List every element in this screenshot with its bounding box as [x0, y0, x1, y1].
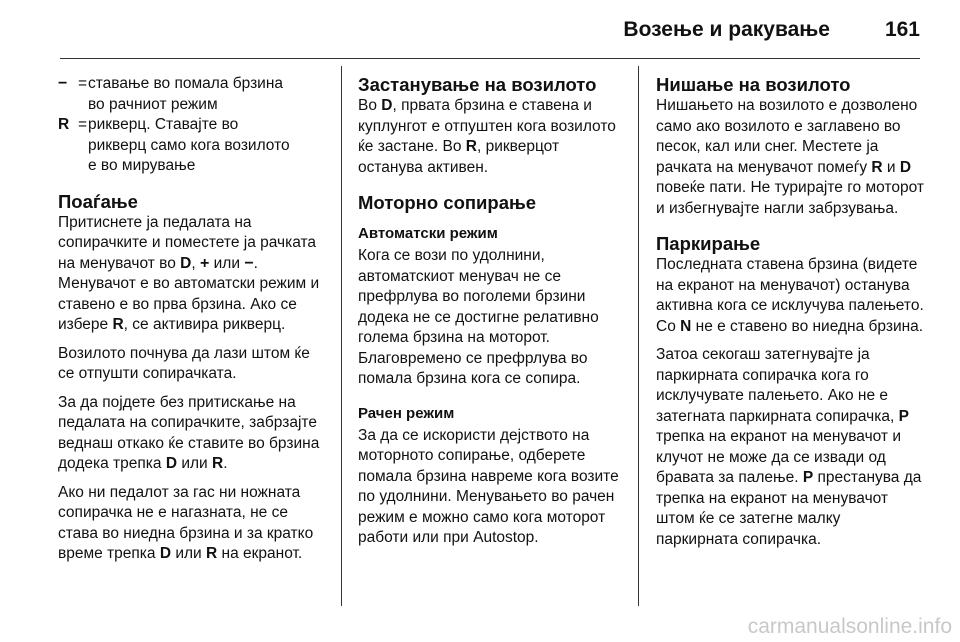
paragraph: Возилото почнува да лази штом ќе се отпушти сопирачката.	[58, 344, 310, 382]
paragraph: Нишањето на возилото е дозволено само ако возилото е заглавено во песок, кал или снег. Местете ја рачката на менувачот помеѓу R и D повеќе пати. Не турирајте го моторот и избегнувајте нагли забрзувања.	[656, 97, 924, 217]
definition-text	[88, 74, 326, 115]
section-heading-engine-braking: Моторно сопирање	[358, 192, 537, 213]
reverse-symbol: R	[58, 116, 70, 133]
definition-line: рикверц. Ставајте во	[88, 116, 239, 133]
paragraph: Затоа секогаш затегнувајте ја паркирната сопирачка кога го исклучувате палењето. Ако не е затегната паркирната сопирачка, P трепка на екранот на менувачот и клучот не може да се извади од бравата за палење. P престанува да трепка на екранот на менувачот штом ќе се затегне малку паркирната сопирачка.	[656, 346, 922, 548]
plus-icon: +	[200, 254, 210, 272]
section-heading-parking: Паркирање	[656, 233, 761, 254]
column-1	[58, 74, 326, 573]
definition-line: во рачниот режим	[88, 95, 218, 113]
page-number: 161	[884, 18, 920, 41]
definition-text	[88, 115, 326, 177]
paragraph: За да се искористи дејството на моторното сопирање, одберете помала брзина навреме кога возите по удолнини. Менувањето во рачен режим е можно само кога моторот работи или при Autostop.	[358, 426, 619, 546]
column-2	[358, 74, 628, 557]
section-heading-poagjanje: Поаѓање	[58, 190, 138, 212]
minus-icon: −	[58, 75, 68, 92]
equals-sign: =	[78, 116, 88, 133]
paragraph: Кога се вози по удолнини, автоматскиот менувач не се префрлува во поголеми брзини додека не се достигне релативно голема брзина на моторот. Благовремено се префрлува во помала брзина кога се сопира.	[358, 247, 599, 387]
paragraph: Притиснете ја педалата на сопирачките и поместете ја рачката на менувачот во D, + или −. Менувачот е во автоматски режим и ставено е во прва брзина. Ако се избере R, се активира рикверц.	[58, 213, 320, 333]
column-3	[656, 74, 926, 558]
paragraph: За да појдете без притискање на педалата на сопирачките, забрзајте веднаш откако ќе ставите во брзина додека трепка D или R.	[58, 393, 320, 472]
column-divider-2	[638, 66, 639, 606]
equals-sign: =	[78, 75, 88, 92]
column-divider-1	[341, 66, 342, 606]
watermark: carmanualsonline.info	[747, 615, 952, 638]
definition-line: ставање во помала брзина	[88, 75, 284, 92]
definition-line: рикверц само кога возилото	[88, 136, 290, 154]
subheading-automatic-mode: Автоматски режим	[358, 225, 498, 242]
section-heading-stopping: Застанување на возилото	[358, 74, 597, 95]
header-divider	[60, 58, 920, 59]
minus-icon: −	[244, 254, 254, 272]
paragraph: Во D, првата брзина е ставена и куплунгот е отпуштен кога возилото ќе застане. Во R, рикверцот останува активен.	[358, 97, 616, 176]
paragraph: Последната ставена брзина (видете на екранот на менувачот) останува активна кога се исклучува палењето. Со N не е ставено во ниедна брзина.	[656, 256, 924, 335]
definition-line: е во мирување	[88, 157, 196, 174]
paragraph: Ако ни педалот за гас ни ножната сопирачка не е нагазната, не се става во ниедна брзина и за кратко време трепка D или R на екранот.	[58, 483, 314, 562]
definition-row	[58, 115, 326, 177]
header-title: Возење и ракување	[623, 18, 830, 41]
definition-row	[58, 74, 326, 115]
subheading-manual-mode: Рачен режим	[358, 404, 455, 422]
section-heading-rocking: Нишање на возилото	[656, 74, 851, 95]
